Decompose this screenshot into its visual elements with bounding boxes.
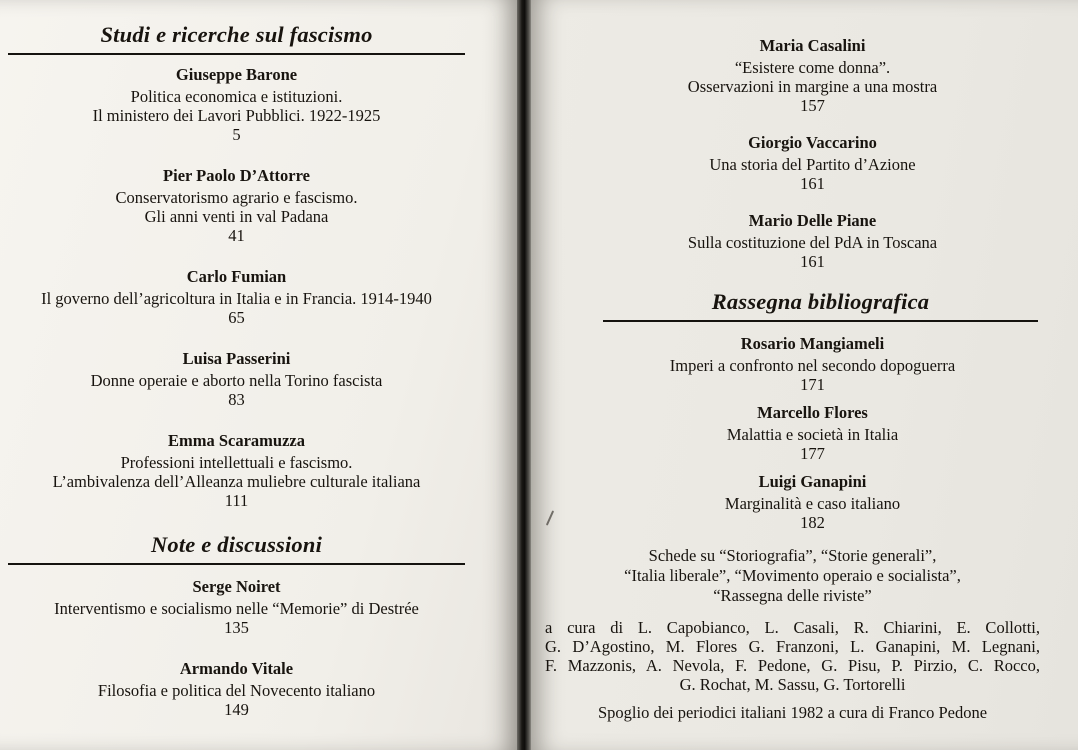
entry-title-line: “Esistere come donna”.	[734, 58, 891, 77]
rassegna-section	[545, 334, 1040, 532]
entry-author: Serge Noiret	[192, 577, 281, 596]
entry-author: Emma Scaramuzza	[167, 431, 305, 450]
heading-rule	[8, 53, 465, 55]
heading-rule	[8, 563, 465, 565]
toc-entry	[8, 65, 465, 144]
toc-entry	[8, 349, 465, 409]
entry-title-line: Professioni intellettuali e fascismo.	[120, 453, 353, 472]
entry-author: Carlo Fumian	[186, 267, 287, 286]
entry-page-number: 135	[224, 618, 249, 637]
entry-page-number: 161	[800, 252, 825, 271]
entry-page-number: 177	[800, 444, 825, 463]
entry-title-line: Sulla costituzione del PdA in Toscana	[687, 233, 938, 252]
section-heading-note	[8, 532, 465, 565]
entry-author: Rosario Mangiameli	[740, 334, 885, 353]
entry-page-number: 65	[228, 308, 245, 327]
entry-title-line: Marginalità e caso italiano	[724, 494, 901, 513]
entry-author: Armando Vitale	[179, 659, 294, 678]
entry-title-line: Politica economica e istituzioni.	[130, 87, 343, 106]
curatori-line: G. D’Agostino, M. Flores G. Franzoni, L. Ganapini, M. Legnani,	[545, 637, 1040, 656]
schede-line: “Rassegna delle riviste”	[713, 586, 872, 605]
heading-rule	[603, 320, 1038, 322]
entry-author: Mario Delle Piane	[748, 211, 877, 230]
entry-title-line: L’ambivalenza dell’Alleanza muliebre culturale italiana	[52, 472, 421, 491]
entry-author: Giorgio Vaccarino	[748, 133, 877, 152]
entry-author: Giuseppe Barone	[175, 65, 298, 84]
book-gutter	[517, 0, 531, 750]
left-page	[0, 0, 517, 750]
entry-title-line: Osservazioni in margine a una mostra	[687, 77, 938, 96]
entry-author: Maria Casalini	[759, 36, 866, 55]
section-title: Studi e ricerche sul fascismo	[100, 22, 373, 47]
toc-entry	[585, 133, 1040, 193]
toc-entry	[585, 36, 1040, 115]
toc-entry	[8, 267, 465, 327]
section-title: Rassegna bibliografica	[711, 289, 930, 314]
entry-page-number: 5	[232, 125, 241, 144]
curatori-line: G. Rochat, M. Sassu, G. Tortorelli	[679, 675, 906, 694]
entry-title-line: Filosofia e politica del Novecento italiano	[97, 681, 376, 700]
entry-author: Luigi Ganapini	[758, 472, 867, 491]
spoglio-line: Spoglio dei periodici italiani 1982 a cura di Franco Pedone	[597, 703, 988, 722]
entry-page-number: 161	[800, 174, 825, 193]
entry-title-line: Conservatorismo agrario e fascismo.	[115, 188, 358, 207]
section-heading-rassegna	[603, 289, 1038, 322]
entry-page-number: 41	[228, 226, 245, 245]
toc-entry	[8, 431, 465, 510]
entry-title-line: Gli anni venti in val Padana	[144, 207, 329, 226]
toc-entry	[8, 577, 465, 637]
entry-title-line: Il ministero dei Lavori Pubblici. 1922-1925	[92, 106, 381, 125]
schede-note	[545, 546, 1040, 606]
schede-line: Schede su “Storiografia”, “Storie generali”,	[648, 546, 937, 565]
toc-entry	[585, 472, 1040, 532]
entry-page-number: 171	[800, 375, 825, 394]
section-title: Note e discussioni	[150, 532, 323, 557]
entry-title-line: Una storia del Partito d’Azione	[709, 155, 916, 174]
entry-page-number: 83	[228, 390, 245, 409]
section-heading-studi	[8, 22, 465, 55]
entry-page-number: 182	[800, 513, 825, 532]
curatori-paragraph	[545, 618, 1040, 694]
toc-entry	[585, 403, 1040, 463]
toc-entry	[585, 334, 1040, 394]
entry-page-number: 157	[800, 96, 825, 115]
entry-title-line: Il governo dell’agricoltura in Italia e in Francia. 1914-1940	[41, 289, 432, 308]
schede-line: “Italia liberale”, “Movimento operaio e socialista”,	[624, 566, 961, 585]
entry-title-line: Donne operaie e aborto nella Torino fascista	[90, 371, 383, 390]
entry-title-line: Malattia e società in Italia	[726, 425, 899, 444]
entry-author: Luisa Passerini	[182, 349, 291, 368]
toc-entry	[8, 659, 465, 719]
toc-entry	[585, 211, 1040, 271]
entry-title-line: Imperi a confronto nel secondo dopoguerra	[669, 356, 956, 375]
curatori-line: F. Mazzonis, A. Nevola, F. Pedone, G. Pisu, P. Pirzio, C. Rocco,	[545, 656, 1040, 675]
curatori-line: a cura di L. Capobianco, L. Casali, R. Chiarini, E. Collotti,	[545, 618, 1040, 637]
entry-author: Pier Paolo D’Attorre	[163, 166, 310, 185]
entry-page-number: 111	[224, 491, 249, 510]
entry-page-number: 149	[224, 700, 249, 719]
right-page	[531, 0, 1078, 750]
entry-title-line: Interventismo e socialismo nelle “Memorie” di Destrée	[54, 599, 419, 618]
toc-entry	[8, 166, 465, 245]
entry-author: Marcello Flores	[757, 403, 868, 422]
